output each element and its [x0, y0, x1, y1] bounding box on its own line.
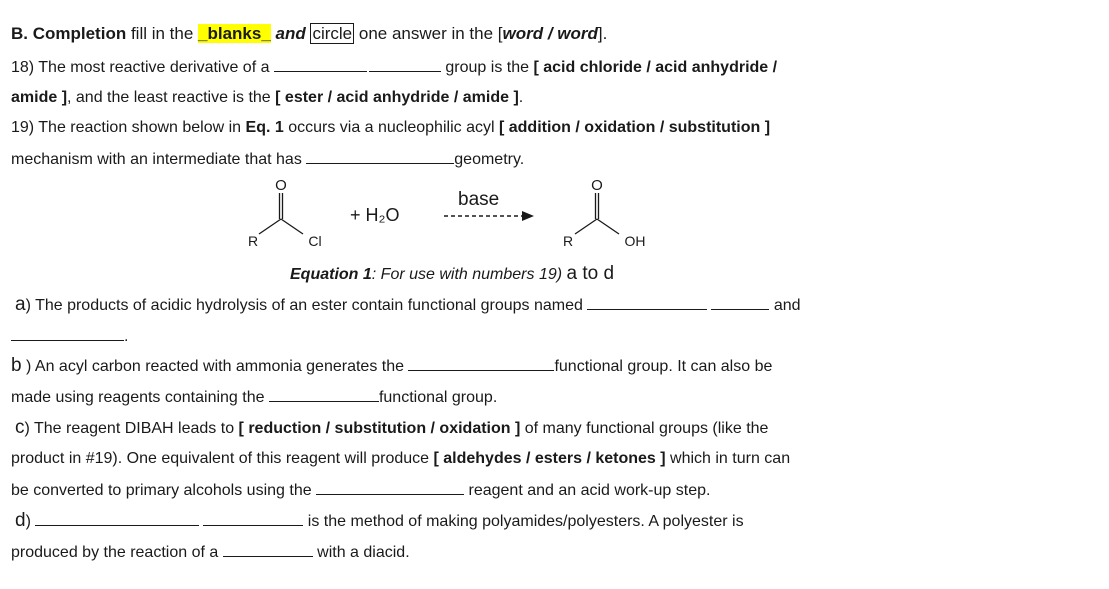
q18-text: 18) The most reactive derivative of a: [11, 59, 274, 76]
qd-text-d: with a diacid.: [312, 544, 410, 561]
qc-text-c: product in #19). One equivalent of this reagent will produce: [11, 450, 434, 467]
product-oxygen: O: [591, 177, 603, 194]
q19-line1: [11, 118, 770, 138]
qb-text: ) An acyl carbon reacted with ammonia generates the: [21, 358, 409, 375]
q19-text-c: mechanism with an intermediate that has: [11, 151, 307, 168]
qc-text: ) The reagent DIBAH leads to: [24, 420, 239, 437]
qb-blank-2[interactable]: [269, 387, 379, 402]
caption-title: Equation 1: [290, 266, 372, 283]
q19-text: 19) The reaction shown below in: [11, 119, 246, 136]
qc-line1: [11, 418, 768, 439]
qd-blank-2[interactable]: [203, 511, 303, 526]
word-choice: word / word: [502, 24, 598, 43]
qb-line2: [11, 387, 497, 408]
qd-letter: d: [15, 510, 26, 531]
qd-line2: [11, 542, 410, 563]
heading-text-3: ].: [597, 24, 608, 43]
equation-1-diagram: [240, 176, 680, 260]
qc-text-b: of many functional groups (like the: [520, 420, 769, 437]
q18-options-2[interactable]: [ ester / acid anhydride / amide ]: [275, 89, 519, 106]
qb-blank-1[interactable]: [408, 356, 554, 371]
q18-line2: [11, 88, 523, 108]
part-label: B. Completion: [11, 24, 127, 43]
qc-options-2[interactable]: [ aldehydes / esters / ketones ]: [433, 450, 666, 467]
q18-line1: [11, 57, 777, 78]
heading-text: fill in the: [126, 24, 199, 43]
caption-text: : For use with numbers 19): [371, 266, 567, 283]
qb-text-b: functional group. It can also be: [554, 358, 773, 375]
qb-line1: [11, 356, 772, 377]
q19-blank[interactable]: [306, 149, 454, 164]
qb-text-d: functional group.: [378, 389, 498, 406]
qd-blank-1[interactable]: [35, 511, 199, 526]
qc-text-e: be converted to primary alcohols using the: [11, 482, 317, 499]
q19-text-b: occurs via a nucleophilic acyl: [283, 119, 499, 136]
qc-line2: [11, 449, 790, 469]
heading-and: and: [270, 24, 311, 43]
arrow-label: base: [458, 189, 500, 210]
q19-text-d: geometry.: [454, 151, 525, 168]
q18-blank-1[interactable]: [274, 57, 367, 72]
equation-caption: [290, 263, 614, 285]
qa-blank-3[interactable]: [11, 326, 124, 341]
qc-text-f: reagent and an acid work-up step.: [464, 482, 711, 499]
instructions-heading: [11, 24, 607, 44]
plus-water: + H₂O: [350, 205, 400, 225]
qd-text-b: is the method of making polyamides/polyesters. A polyester is: [303, 513, 744, 530]
qc-text-d: which in turn can: [665, 450, 791, 467]
reactant-oxygen: O: [275, 177, 287, 194]
reactant-r-group: R: [247, 233, 259, 249]
qa-blank-2[interactable]: [711, 295, 769, 310]
qa-and: and: [769, 297, 801, 314]
qa-letter: a: [15, 294, 26, 315]
q18-blank-2[interactable]: [369, 57, 441, 72]
q18-options-1[interactable]: [ acid chloride / acid anhydride /: [533, 59, 778, 76]
q18-period: .: [518, 89, 524, 106]
blanks-highlight: _blanks_: [198, 24, 271, 43]
reactant-chlorine: Cl: [308, 233, 322, 249]
qc-line3: [11, 480, 710, 501]
qa-period: .: [124, 328, 129, 345]
eq-reference: Eq. 1: [245, 119, 284, 136]
q19-options[interactable]: [ addition / oxidation / substitution ]: [498, 119, 771, 136]
acid-chloride-structure: [259, 193, 303, 234]
qc-letter: c: [15, 417, 25, 438]
qc-blank[interactable]: [316, 480, 464, 495]
product-r-group: R: [562, 233, 574, 249]
arrow-head-icon: [522, 211, 534, 221]
product-hydroxyl: OH: [624, 233, 646, 249]
q19-line2: [11, 149, 524, 170]
qb-text-c: made using reagents containing the: [11, 389, 269, 406]
qd-text: ): [25, 513, 36, 530]
qa-line2: [11, 326, 128, 347]
qa-line1: [11, 295, 801, 316]
q18-options-1-end[interactable]: amide ]: [11, 89, 68, 106]
circle-box: circle: [312, 24, 353, 43]
qd-text-c: produced by the reaction of a: [11, 544, 223, 561]
qd-blank-3[interactable]: [223, 542, 313, 557]
qb-letter: b: [11, 355, 22, 376]
q18-text-b: group is the: [445, 59, 534, 76]
qc-options-1[interactable]: [ reduction / substitution / oxidation ]: [238, 420, 521, 437]
caption-range: a to d: [566, 263, 615, 284]
q18-text-c: , and the least reactive is the: [67, 89, 276, 106]
qa-text: ) The products of acidic hydrolysis of an ester contain functional groups named: [25, 297, 588, 314]
qd-line1: [11, 511, 744, 532]
carboxylic-acid-structure: [575, 193, 619, 234]
heading-text-2: one answer in the [: [354, 24, 503, 43]
qa-blank-1[interactable]: [587, 295, 707, 310]
